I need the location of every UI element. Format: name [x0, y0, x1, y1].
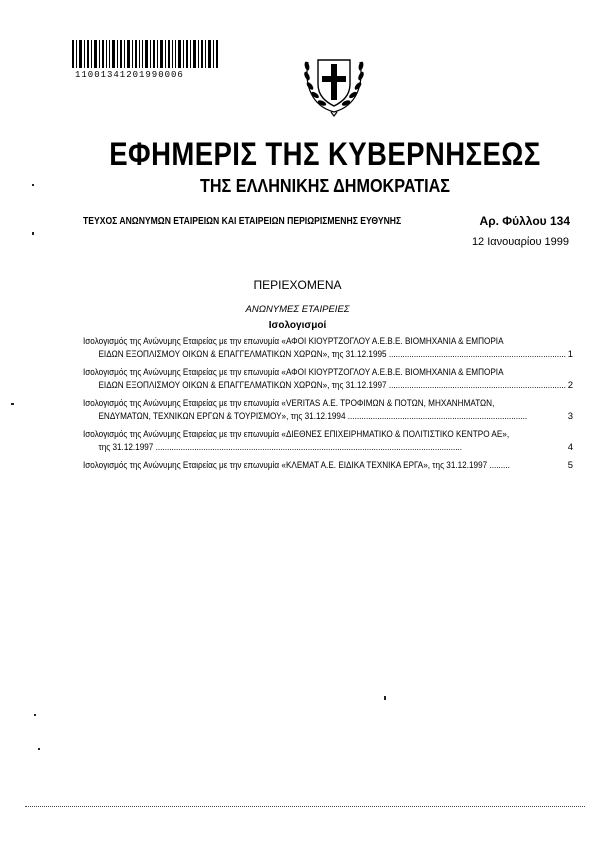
gazette-subtitle: ΤΗΣ ΕΛΛΗΝΙΚΗΣ ΔΗΜΟΚΡΑΤΙΑΣ — [199, 176, 451, 196]
toc-page-number: 2 — [567, 380, 573, 391]
toc-entry — [83, 459, 573, 472]
toc-page-number: 4 — [567, 442, 573, 453]
trim-line — [25, 806, 585, 807]
scan-speck — [34, 714, 36, 716]
barcode-number: 11001341201990006 — [75, 70, 184, 80]
issue-type: ΤΕΥΧΟΣ ΑΝΩΝΥΜΩΝ ΕΤΑΙΡΕΙΩΝ ΚΑΙ ΕΤΑΙΡΕΙΩΝ ΠΕΡΙΩΡΙΣΜΕΝΗΣ ΕΥΘΥΝΗΣ — [83, 216, 402, 227]
coat-of-arms-emblem — [298, 42, 370, 118]
scan-speck — [384, 696, 386, 700]
scan-speck — [32, 184, 34, 186]
dot-leader: .............................................................................. — [386, 380, 566, 391]
toc-entry-line: ΕΝΔΥΜΑΤΩΝ, ΤΕΧΝΙΚΩΝ ΕΡΓΩΝ & ΤΟΥΡΙΣΜΟΥ», της 31.12.1994 — [98, 411, 346, 422]
toc-entry-line: Ισολογισμός της Ανώνυμης Εταιρείας με την επωνυμία «ΑΦΟΙ ΚΙΟΥΡΤΖΟΓΛΟΥ Α.Ε.Β.Ε. ΒΙΟΜΗΧΑΝΙΑ & ΕΜΠΟΡΙΑ — [83, 336, 504, 347]
scan-speck — [38, 748, 40, 750]
dot-leader: ............................................................................... — [345, 411, 528, 422]
toc-page-number: 1 — [567, 349, 573, 360]
toc-entry — [83, 428, 573, 454]
contents-title: ΠΕΡΙΕΧΟΜΕΝΑ — [253, 278, 342, 292]
barcode — [72, 40, 220, 68]
scan-speck — [11, 403, 14, 405]
dot-leader: ....................................................................................................................................... — [153, 442, 463, 453]
dot-leader: ......... — [487, 460, 510, 471]
toc-entry-line: Ισολογισμός της Ανώνυμης Εταιρείας με την επωνυμία «ΑΦΟΙ ΚΙΟΥΡΤΖΟΓΛΟΥ Α.Ε.Β.Ε. ΒΙΟΜΗΧΑΝΙΑ & ΕΜΠΟΡΙΑ — [83, 367, 504, 378]
toc-entry-line: της 31.12.1997 — [98, 442, 154, 453]
scan-speck — [32, 232, 34, 235]
section-heading: ΑΝΩΝΥΜΕΣ ΕΤΑΙΡΕΙΕΣ — [245, 304, 350, 315]
table-of-contents — [83, 335, 573, 477]
toc-entry — [83, 366, 573, 392]
toc-entry — [83, 397, 573, 423]
toc-page-number: 5 — [567, 460, 573, 471]
subsection-heading: Ισολογισμοί — [268, 320, 327, 331]
toc-entry-line: Ισολογισμός της Ανώνυμης Εταιρείας με την επωνυμία «VERITAS Α.Ε. ΤΡΟΦΙΜΩΝ & ΠΟΤΩΝ, ΜΗΧΑΝΗΜΑΤΩΝ, — [83, 398, 495, 409]
toc-entry-line: Ισολογισμός της Ανώνυμης Εταιρείας με την επωνυμία «ΚΛΕΜΑΤ Α.Ε. ΕΙΔΙΚΑ ΤΕΧΝΙΚΑ ΕΡΓΑ», της 31.12.1997 — [83, 460, 488, 471]
toc-entry-line: ΕΙΔΩΝ ΕΞΟΠΛΙΣΜΟΥ ΟΙΚΩΝ & ΕΠΑΓΓΕΛΜΑΤΙΚΩΝ ΧΩΡΩΝ», της 31.12.1995 — [98, 349, 387, 360]
toc-entry-line: Ισολογισμός της Ανώνυμης Εταιρείας με την επωνυμία «ΔΙΕΘΝΕΣ ΕΠΙΧΕΙΡΗΜΑΤΙΚΟ & ΠΟΛΙΤΙΣΤΙΚΟ ΚΕΝΤΡΟ ΑΕ», — [83, 429, 510, 440]
dot-leader: .............................................................................. — [386, 349, 566, 360]
toc-entry — [83, 335, 573, 361]
toc-entry-line: ΕΙΔΩΝ ΕΞΟΠΛΙΣΜΟΥ ΟΙΚΩΝ & ΕΠΑΓΓΕΛΜΑΤΙΚΩΝ ΧΩΡΩΝ», της 31.12.1997 — [98, 380, 387, 391]
sheet-number: Αρ. Φύλλου 134 — [479, 214, 570, 228]
issue-date: 12 Ιανουαρίου 1999 — [471, 236, 569, 248]
gazette-title: ΕΦΗΜΕΡΙΣ ΤΗΣ ΚΥΒΕΡΝΗΣΕΩΣ — [109, 136, 541, 172]
toc-page-number: 3 — [567, 411, 573, 422]
